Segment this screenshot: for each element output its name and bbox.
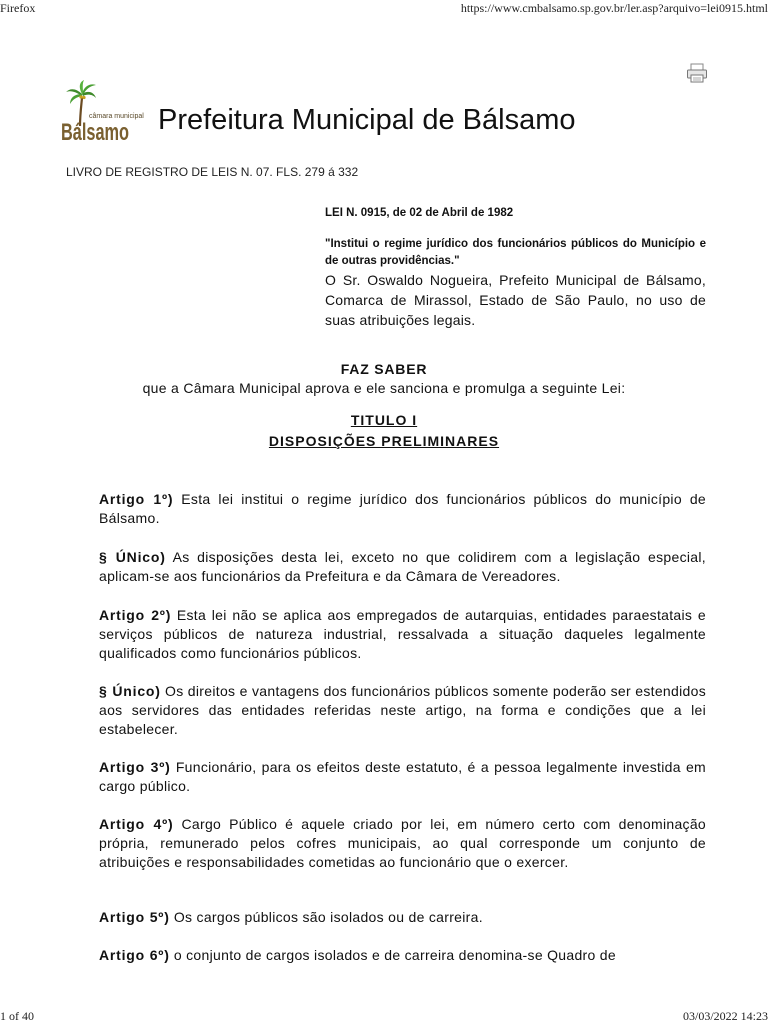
print-header [0, 0, 768, 16]
lei-ementa: "Institui o regime jurídico dos funcionários públicos do Município e de outras providências." [325, 238, 706, 267]
artigo-1: Artigo 1º) Esta lei institui o regime jurídico dos funcionários públicos do município de Bálsamo. [99, 491, 706, 526]
artigo-3: Artigo 3º) Funcionário, para os efeitos deste estatuto, é a pessoa legalmente investida em cargo público. [99, 759, 706, 794]
lei-number: LEI N. 0915, de 02 de Abril de 1982 [325, 207, 514, 219]
artigo-5: Artigo 5º) Os cargos públicos são isolados ou de carreira. [99, 909, 483, 925]
titulo-heading: TITULO I [350, 412, 418, 428]
print-datetime: 03/03/2022 14:23 [682, 1009, 768, 1023]
page-url[interactable]: https://www.cmbalsamo.sp.gov.br/ler.asp?arquivo=lei0915.html [460, 1, 768, 15]
print-footer [0, 1008, 768, 1024]
livro-registro: LIVRO DE REGISTRO DE LEIS N. 07. FLS. 279 á 332 [66, 165, 359, 179]
svg-text:Bálsamo: Bálsamo [61, 119, 129, 146]
paragrafo-unico-1: § ÚNico) As disposições desta lei, exceto no que colidirem com a legislação especial, aplicam-se aos funcionários da Prefeitura e da Câmara de Vereadores. [99, 549, 706, 584]
palm-tree-logo-icon [58, 80, 144, 150]
lei-prefeito-statement: O Sr. Oswaldo Nogueira, Prefeito Municipal de Bálsamo, Comarca de Mirassol, Estado de São Paulo, no uso de suas atribuições legais. [325, 272, 706, 328]
faz-saber-heading: FAZ SABER [340, 361, 428, 377]
disposicoes-heading: DISPOSIÇÕES PRELIMINARES [268, 433, 500, 449]
camara-logo[interactable] [58, 80, 144, 150]
page-title: Prefeitura Municipal de Bálsamo [158, 104, 576, 136]
faz-saber-text: que a Câmara Municipal aprova e ele sanciona e promulga a seguinte Lei: [142, 380, 626, 396]
browser-name: Firefox [0, 1, 36, 15]
artigo-6: Artigo 6º) o conjunto de cargos isolados e de carreira denomina-se Quadro de [99, 947, 616, 963]
lei-header-block [325, 207, 706, 330]
svg-text:câmara municipal: câmara municipal [89, 113, 144, 120]
printer-icon[interactable] [686, 63, 708, 83]
artigo-4: Artigo 4º) Cargo Público é aquele criado por lei, em número certo com denominação própria, remunerado pelos cofres municipais, ao qual corresponde um conjunto de atribuições e responsabilidades cometidas ao funcionário que o exercer. [99, 816, 706, 870]
artigo-2: Artigo 2º) Esta lei não se aplica aos empregados de autarquias, entidades paraestatais e serviços públicos de natureza industrial, ressalvada a situação daqueles legalmente qualificados como funcionários públicos. [99, 607, 706, 661]
paragrafo-unico-2: § Único) Os direitos e vantagens dos funcionários públicos somente poderão ser estendidos aos servidores das entidades referidas neste artigo, na forma e condições que a lei estabelecer. [99, 683, 706, 737]
page-counter: 1 of 40 [0, 1009, 34, 1023]
